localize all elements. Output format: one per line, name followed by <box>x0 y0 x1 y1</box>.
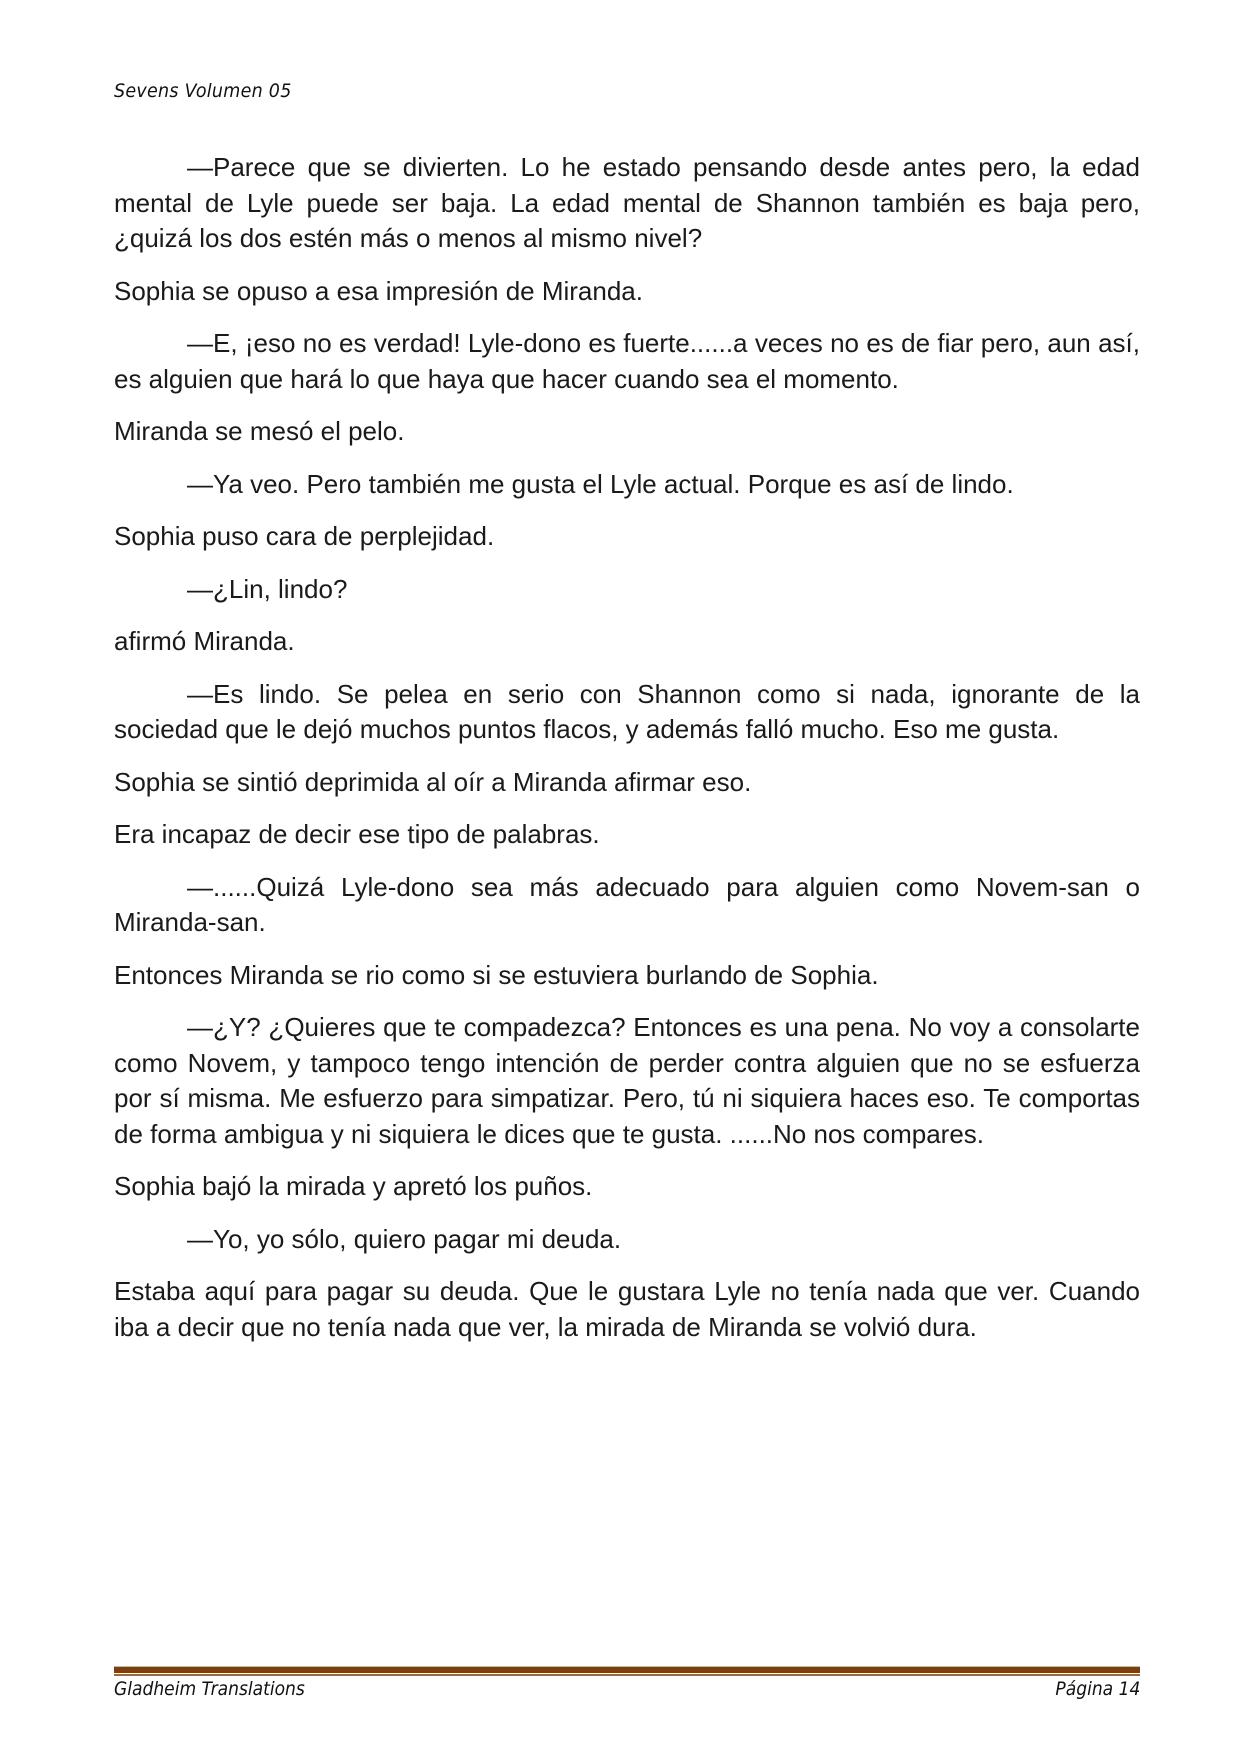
footer-divider <box>114 1666 1140 1676</box>
footer-divider-underline <box>114 1674 1140 1676</box>
body-text <box>114 150 1140 1362</box>
paragraph-narration: Sophia se opuso a esa impresión de Miranda. <box>114 275 643 306</box>
paragraph-narration: Sophia se sintió deprimida al oír a Miranda afirmar eso. <box>114 766 752 797</box>
paragraph-dialogue: —¿Lin, lindo? <box>187 573 348 604</box>
footer-page-number: Página 14 <box>1055 1678 1140 1700</box>
footer-divider-bar <box>114 1667 1140 1673</box>
paragraph-dialogue: —E, ¡eso no es verdad! Lyle-dono es fuerte......a veces no es de fiar pero, aun así, es alguien que hará lo que haya que hacer cuando sea el momento. <box>114 328 1140 394</box>
paragraph-dialogue: —......Quizá Lyle-dono sea más adecuado para alguien como Novem-san o Miranda-san. <box>114 871 1140 937</box>
paragraph-narration: Era incapaz de decir ese tipo de palabras. <box>114 819 600 849</box>
paragraph-dialogue: —Es lindo. Se pelea en serio con Shannon como si nada, ignorante de la sociedad que le dejó muchos puntos flacos, y además falló mucho. Eso me gusta. <box>114 678 1140 744</box>
footer-publisher: Gladheim Translations <box>114 1678 305 1700</box>
paragraph-narration: Miranda se mesó el pelo. <box>114 416 405 446</box>
paragraph-dialogue: —¿Y? ¿Quieres que te compadezca? Entonces es una pena. No voy a consolarte como Novem, y tampoco tengo intención de perder contra alguien que no se esfuerza por sí misma. Me esfuerzo para simpatizar. Pero, tú ni siquiera haces eso. Te comportas de forma ambigua y ni siquiera le dices que te gusta. ......No nos compares. <box>114 1012 1140 1149</box>
paragraph-narration: Sophia puso cara de perplejidad. <box>114 521 495 551</box>
paragraph-narration: Entonces Miranda se rio como si se estuviera burlando de Sophia. <box>114 959 879 990</box>
paragraph-narration: Estaba aquí para pagar su deuda. Que le gustara Lyle no tenía nada que ver. Cuando iba a decir que no tenía nada que ver, la mirada de Miranda se volvió dura. <box>114 1276 1140 1342</box>
paragraph-narration: Sophia bajó la mirada y apretó los puños. <box>114 1171 593 1201</box>
paragraph-dialogue: —Ya veo. Pero también me gusta el Lyle actual. Porque es así de lindo. <box>187 468 1014 499</box>
paragraph-dialogue: —Parece que se divierten. Lo he estado pensando desde antes pero, la edad mental de Lyle puede ser baja. La edad mental de Shannon también es baja pero, ¿quizá los dos estén más o menos al mismo nivel? <box>114 152 1140 253</box>
paragraph-narration: afirmó Miranda. <box>114 626 295 656</box>
running-header-title: Sevens Volumen 05 <box>114 80 292 102</box>
paragraph-dialogue: —Yo, yo sólo, quiero pagar mi deuda. <box>187 1223 622 1254</box>
